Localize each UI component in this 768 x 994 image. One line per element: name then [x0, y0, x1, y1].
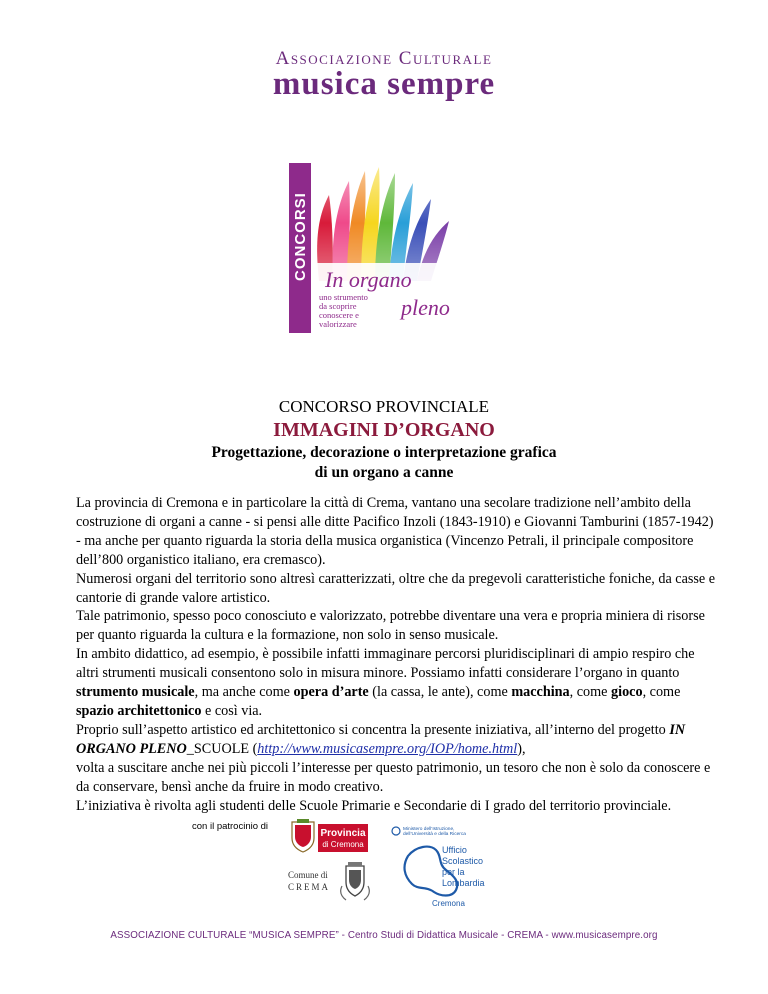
ministero-emblem-icon [392, 827, 400, 835]
ufficio-line-3: per la [442, 867, 465, 877]
paragraph-4: In ambito didattico, ad esempio, è possibile infatti immaginare percorsi pluridisciplinari di ampio respiro che altri strumenti musicali consentono solo in misura minore. Possiamo infatti considerare l’organo in quanto strumento musicale, ma anche come opera d’arte (la cassa, le ante), come macchina, come gioco, come spazio architettonico e così via. [76, 646, 695, 719]
tagline-line-2: da scoprire [319, 301, 357, 311]
ufficio-line-1: Ufficio [442, 845, 467, 855]
comune-crest-icon [341, 862, 370, 900]
tagline-line-3: conoscere e [319, 310, 359, 320]
paragraph-3: Tale patrimonio, spesso poco conosciuto e valorizzato, potrebbe diventare una vera e propria miniera di risorse per quanto riguarda la cultura e la formazione, non solo in senso musicale. [76, 608, 705, 644]
paragraph-5: Proprio sull’aspetto artistico ed architettonico si concentra la presente iniziativa, all’interno del progetto IN ORGANO PLENO_SCUOLE (http://www.musicasempre.org/IOP/home.html), [76, 721, 686, 757]
comune-city: CREMA [288, 882, 331, 892]
footer: ASSOCIAZIONE CULTURALE “MUSICA SEMPRE” - Centro Studi di Didattica Musicale - CREMA - www.musicasempre.org [110, 930, 658, 941]
in-organo-pleno-logo [289, 163, 463, 333]
provincia-subtitle: di Cremona [322, 840, 364, 849]
paragraph-6: volta a suscitare anche nei più piccoli l’interesse per questo patrimonio, un tesoro che non è solo da conoscere e da conservare, bensì anche da fruire in modo creativo. [76, 759, 711, 795]
in-organo-script: In organo [325, 267, 412, 292]
tagline-line-1: uno strumento [319, 292, 368, 302]
ufficio-city: Cremona [432, 899, 465, 908]
ministero-line-2: dell’Università e della Ricerca [403, 832, 466, 837]
project-name: IN ORGANO PLENO [76, 721, 686, 757]
paragraph-1: La provincia di Cremona e in particolare la città di Crema, vantano una secolare tradizione nell’ambito della costruzione di organi a canne - si pensi alle ditte Pacifico Inzoli (1843-1910) e Giovanni Tamburini (1857-1942) - ma anche per quanto riguarda la storia della musica organistica (Vincenzo Petrali, il principale compositore dell’800 organistico italiano, era cremasco). [76, 495, 714, 568]
paragraph-7: L’iniziativa è rivolta agli studenti delle Scuole Primarie e Secondarie di I grado del territorio provinciale. [76, 797, 672, 814]
paragraph-2: Numerosi organi del territorio sono altresì caratterizzati, oltre che da pregevoli caratteristiche foniche, da casse e cantorie di grande valore artistico. [76, 570, 716, 606]
description-body [76, 494, 716, 815]
provincia-cremona-logo [286, 818, 370, 858]
competition-subtitle-line-1: Progettazione, decorazione o interpretazione grafica [211, 444, 557, 461]
ministero-line-1: Ministero dell’Istruzione, [403, 827, 455, 832]
project-link[interactable]: http://www.musicasempre.org/IOP/home.html [257, 740, 518, 757]
ufficio-line-4: Lombardia [442, 878, 485, 888]
tagline-line-4: valorizzare [319, 319, 357, 329]
patronage-label: con il patrocinio di [192, 821, 269, 832]
ufficio-scolastico-logo [390, 826, 522, 910]
association-header [0, 48, 768, 103]
concorsi-label: CONCORSI [292, 192, 309, 281]
comune-label: Comune di [288, 870, 328, 880]
association-label: Associazione Culturale [275, 48, 493, 69]
provincia-crest-icon [292, 819, 314, 852]
provincia-label: Provincia [320, 828, 366, 839]
competition-title-block [0, 397, 768, 482]
competition-title: IMMAGINI D’ORGANO [273, 419, 495, 441]
comune-crema-logo [286, 860, 376, 906]
competition-type: CONCORSO PROVINCIALE [278, 397, 490, 416]
competition-subtitle-line-2: di un organo a canne [314, 464, 454, 481]
ufficio-line-2: Scolastico [442, 856, 484, 866]
pleno-script: pleno [401, 295, 450, 320]
association-name: musica sempre [272, 66, 496, 102]
